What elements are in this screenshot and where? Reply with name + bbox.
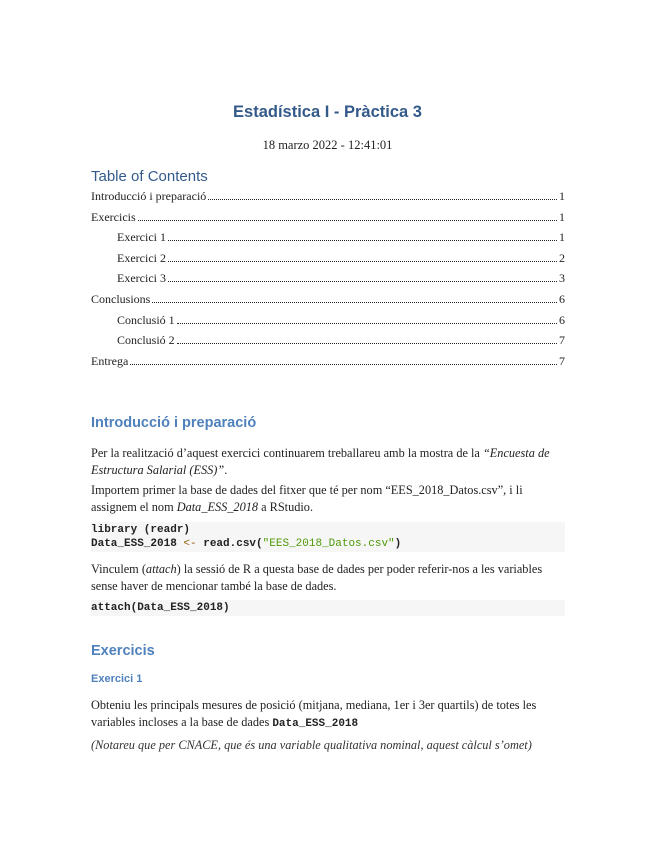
toc-entry[interactable] xyxy=(91,248,565,269)
toc-dot-leader xyxy=(177,310,557,324)
toc-entry-page: 3 xyxy=(559,271,565,286)
document-date: 18 marzo 2022 - 12:41:01 xyxy=(262,138,393,152)
toc-entry-page: 7 xyxy=(559,333,565,348)
toc-dot-leader xyxy=(177,330,557,344)
toc-entry-label: Exercici 1 xyxy=(117,230,166,245)
toc-entry[interactable] xyxy=(91,351,565,372)
toc-entry-page: 6 xyxy=(559,291,565,306)
toc-heading: Table of Contents xyxy=(91,168,208,185)
exercici-1-note: (Notareu que per CNACE, que és una variable qualitativa nominal, aquest càlcul s’omet) xyxy=(91,738,532,752)
toc-entry-page: 2 xyxy=(559,250,565,265)
toc-entry[interactable] xyxy=(91,268,565,289)
code-block-attach: attach(Data_ESS_2018) xyxy=(91,600,565,616)
toc-entry-label: Conclusió 1 xyxy=(117,312,175,327)
code-line-read-csv: Data_ESS_2018 <- read.csv("EES_2018_Datos.csv") xyxy=(91,538,402,550)
toc-entry-page: 1 xyxy=(559,209,565,224)
toc-entry[interactable] xyxy=(91,227,565,248)
toc-entry-label: Entrega xyxy=(91,353,129,368)
section-heading-introduccio: Introducció i preparació xyxy=(91,415,257,431)
toc-dot-leader xyxy=(138,207,557,221)
toc-entry-page: 1 xyxy=(559,189,565,203)
toc-dot-leader xyxy=(208,186,557,200)
toc-entry-label: Conclusió 2 xyxy=(117,333,175,348)
toc-dot-leader xyxy=(168,227,557,241)
code-block-read-csv xyxy=(91,522,565,552)
toc-entry[interactable] xyxy=(91,186,565,207)
toc-entry[interactable] xyxy=(91,310,565,331)
intro-paragraph-3: Vinculem (attach) la sessió de R a questa base de dades per poder referir-nos a les variables sense haver de mencionar també la base de dades. xyxy=(91,562,543,593)
exercici-1-paragraph: Obteniu les principals mesures de posició (mitjana, mediana, 1er i 3er quartils) de totes les variables incloses a la base de dades Data_ESS_2018 xyxy=(91,698,537,730)
toc-entry-label: Conclusions xyxy=(91,291,151,306)
subsection-heading-exercici-1: Exercici 1 xyxy=(91,673,143,685)
table-of-contents xyxy=(91,186,565,371)
toc-entry[interactable] xyxy=(91,330,565,351)
toc-dot-leader xyxy=(168,268,557,282)
toc-entry-page: 1 xyxy=(559,230,565,245)
toc-entry-label: Exercicis xyxy=(91,209,136,224)
toc-entry[interactable] xyxy=(91,289,565,310)
toc-entry-page: 7 xyxy=(559,353,565,368)
toc-dot-leader xyxy=(152,289,557,303)
intro-paragraph-1: Per la realització d’aquest exercici continuarem treballareu amb la mostra de la “Encuesta de Estructura Salarial (ESS)”. xyxy=(91,446,550,477)
toc-entry[interactable] xyxy=(91,207,565,228)
intro-paragraph-2: Importem primer la base de dades del fitxer que té per nom “EES_2018_Datos.csv”, i li assignem el nom Data_ESS_2018 a RStudio. xyxy=(91,483,523,514)
toc-entry-label: Introducció i preparació xyxy=(91,189,207,203)
code-line-library: library (readr) xyxy=(91,524,191,536)
toc-entry-label: Exercici 2 xyxy=(117,250,166,265)
toc-entry-page: 6 xyxy=(559,312,565,327)
toc-dot-leader xyxy=(168,248,557,262)
toc-entry-label: Exercici 3 xyxy=(117,271,166,286)
toc-dot-leader xyxy=(130,351,557,365)
section-heading-exercicis: Exercicis xyxy=(91,643,155,659)
document-title: Estadística I - Pràctica 3 xyxy=(233,103,422,121)
